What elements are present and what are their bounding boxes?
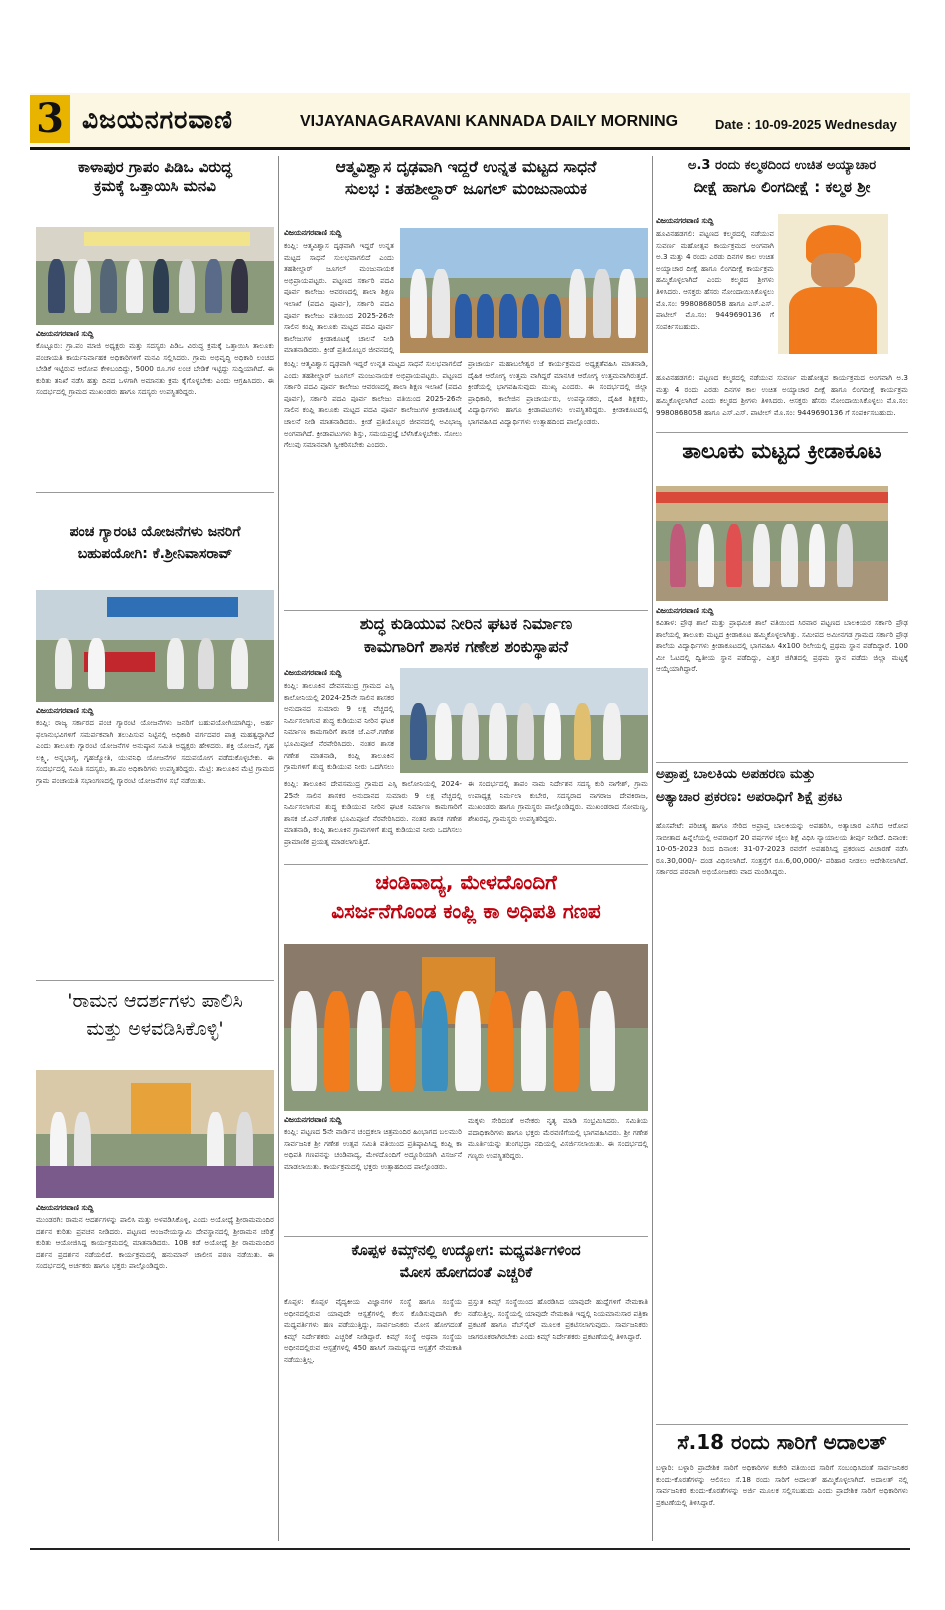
story-divider — [656, 762, 908, 763]
page-number: 3 — [30, 95, 70, 143]
story-divider — [284, 610, 648, 611]
photo-rama — [36, 1070, 274, 1198]
masthead-title-english: VIJAYANAGARAVANI KANNADA DAILY MORNING — [300, 113, 679, 130]
photo-kalapura — [36, 227, 274, 325]
story-body-taluk-sports: ಕವಿತಾಳ: ಪ್ರೌಢ ಶಾಲೆ ಮತ್ತು ಪ್ರಾಥಮಿಕ ಶಾಲೆ ವತಿಯಿಂದ ಸಿರವಾರ ಪಟ್ಟಣದ ಬಾಲಕಿಯರ ಸರ್ಕಾರಿ ಪ್ರೌಢ ಶಾಲೆಯಲ್ಲಿ ತಾಲೂಕು ಮಟ್ಟದ ಕ್ರೀಡಾಕೂಟ ಹಮ್ಮಿಕೊಳ್ಳಲಾಗಿತ್ತು. ಸಮೀಪದ ಅಮೀನಗಡ ಗ್ರಾಮದ ಸರ್ಕಾರಿ ಪ್ರೌಢ ಶಾಲೆಯ ವಿದ್ಯಾರ್ಥಿಗಳು ಕ್ರೀಡಾಕೂಟದಲ್ಲಿ ಭಾಗವಹಿಸಿ 4x100 ರಿಲೇಯಲ್ಲಿ ಪ್ರಥಮ ಸ್ಥಾನ ಪಡೆದಿದ್ದಾರೆ. 100 ಮೀ ಓಟದಲ್ಲಿ ದ್ವಿತೀಯ ಸ್ಥಾನ ಪಡೆದಿದ್ದು, ಎತ್ತರ ಜಿಗಿತದಲ್ಲಿ ಪ್ರಥಮ ಸ್ಥಾನ ಪಡೆದು ಜಿಲ್ಲಾ ಮಟ್ಟಕ್ಕೆ ಆಯ್ಕೆಯಾಗಿದ್ದಾರೆ. — [656, 618, 908, 674]
story-body-ganapa-left: ಕಂಪ್ಲಿ: ಪಟ್ಟಣದ 5ನೇ ವಾರ್ಡಿನ ಚಂದ್ರಕಲಾ ಚಿತ್ರಮಂದಿರ ಹಿಂಭಾಗದ ಬಲಮುರಿ ಸಾರ್ವಜನಿಕ ಶ್ರೀ ಗಣೇಶ ಉತ್ಸವ ಸಮಿತಿ ವತಿಯಿಂದ ಪ್ರತಿಷ್ಠಾಪಿಸಿದ್ದ ಕಂಪ್ಲಿ ಕಾ ಅಧಿಪತಿ ಗಣಪನನ್ನು ಚಂಡಿವಾದ್ಯ, ಮೇಳದೊಂದಿಗೆ ಅದ್ದೂರಿಯಾಗಿ ವಿಸರ್ಜನೆ ಮಾಡಲಾಯಿತು. ಕಾರ್ಯಕ್ರಮದಲ್ಲಿ ಭಕ್ತರು ಉತ್ಸಾಹದಿಂದ ಪಾಲ್ಗೊಂಡರು. — [284, 1127, 462, 1171]
headline-koppal: ಕೊಪ್ಪಳ ಕಿಮ್ಸ್‌ನಲ್ಲಿ ಉದ್ಯೋಗ: ಮಧ್ಯವರ್ತಿಗಳಿಂದ ಮೋಸ ಹೋಗದಂತೆ ಎಚ್ಚರಿಕೆ — [351, 1243, 581, 1282]
byline: ವಿಜಯನಗರವಾಣಿ ಸುದ್ದಿ — [656, 606, 714, 615]
photo-guarantee — [36, 590, 274, 702]
story-body-koppal-right: ಪ್ರಸ್ತುತ ಕಿಮ್ಸ್ ಸಂಸ್ಥೆಯಿಂದ ಹೊರಡಿಸಿದ ಯಾವುದೇ ಹುದ್ದೆಗಳಿಗೆ ನೇಮಕಾತಿ ನಡೆಸುತ್ತಿಲ್ಲ. ಸಂಸ್ಥೆಯಲ್ಲಿ ಯಾವುದೇ ನೇಮಕಾತಿ ಇದ್ದಲ್ಲಿ ನಿಯಮಾನುಸಾರ ಪತ್ರಿಕಾ ಪ್ರಕಟಣೆ ಹಾಗೂ ವೆಬ್‌ಸೈಟ್ ಮೂಲಕ ಪ್ರಕಟಿಸಲಾಗುವುದು. ಸಾರ್ವಜನಿಕರು ಜಾಗರೂಕರಾಗಿರಬೇಕು ಎಂದು ಕಿಮ್ಸ್ ನಿರ್ದೇಶಕರು ಪ್ರಕಟಣೆಯಲ್ಲಿ ತಿಳಿಸಿದ್ದಾರೆ. — [468, 1297, 648, 1341]
story-body-deeksha-bottom: ಹೂವಿನಹಡಗಲಿ: ಪಟ್ಟಣದ ಕಲ್ಮಠದಲ್ಲಿ ನಡೆಯುವ ಸುವರ್ಣ ಮಹೋತ್ಸವ ಕಾರ್ಯಕ್ರಮದ ಅಂಗವಾಗಿ ಅ.3 ಮತ್ತು 4 ರಂದು ಎರಡು ದಿನಗಳ ಕಾಲ ಉಚಿತ ಅಯ್ಯಾಚಾರ ದೀಕ್ಷೆ ಹಾಗೂ ಲಿಂಗದೀಕ್ಷೆ ಕಾರ್ಯಕ್ರಮ ಹಮ್ಮಿಕೊಳ್ಳಲಾಗಿದೆ ಎಂದು ಕಲ್ಮಠದ ಶ್ರೀಗಳು ತಿಳಿಸಿದರು. ಆಸಕ್ತರು ಹೆಸರು ನೋಂದಾಯಿಸಿಕೊಳ್ಳಲು ಮೊ.ಸಂ: 9980868058 ಹಾಗೂ ಎಸ್.ಎಸ್. ಪಾಟೀಲ್ ಮೊ.ಸಂ: 9449690136 ಗೆ ಸಂಪರ್ಕಿಸಬಹುದು. — [656, 373, 908, 417]
byline: ವಿಜಯನಗರವಾಣಿ ಸುದ್ದಿ — [36, 329, 94, 338]
byline: ವಿಜಯನಗರವಾಣಿ ಸುದ್ದಿ — [284, 668, 342, 677]
story-body-water-top: ಕಂಪ್ಲಿ: ತಾಲೂಕಿನ ದೇವಸಮುದ್ರ ಗ್ರಾಮದ ಎಸ್ಸಿ ಕಾಲೋನಿಯಲ್ಲಿ 2024-25ನೇ ಸಾಲಿನ ಶಾಸಕರ ಅನುದಾನದ ಸುಮಾರು 9 ಲಕ್ಷ ವೆಚ್ಚದಲ್ಲಿ ನಿರ್ಮಿಸಲಾಗುವ ಶುದ್ಧ ಕುಡಿಯುವ ನೀರಿನ ಘಟಕ ನಿರ್ಮಾಣ ಕಾಮಗಾರಿಗೆ ಶಾಸಕ ಜೆ.ಎನ್.ಗಣೇಶ ಭೂಮಿಪೂಜೆ ನೆರವೇರಿಸಿದರು. ನಂತರ ಶಾಸಕ ಗಣೇಶ ಮಾತನಾಡಿ, ಕಂಪ್ಲಿ ತಾಲೂಕಿನ ಗ್ರಾಮಗಳಿಗೆ ಶುದ್ಧ ಕುಡಿಯುವ ನೀರು ಒದಗಿಸಲು — [284, 681, 394, 772]
footer-rule — [30, 1548, 910, 1550]
headline-rama: 'ರಾಮನ ಆದರ್ಶಗಳು ಪಾಲಿಸಿ ಮತ್ತು ಅಳವಡಿಸಿಕೊಳ್ಳಿ' — [67, 990, 243, 1040]
headline-taluk-sports: ತಾಲೂಕು ಮಟ್ಟದ ಕ್ರೀಡಾಕೂಟ — [682, 439, 882, 463]
story-body-tahsildar-right: ಪ್ರಾಚಾರ್ಯ ಮಹಾಬಲೇಶ್ವರ ಜೆ ಕಾರ್ಯಕ್ರಮದ ಅಧ್ಯಕ್ಷತೆವಹಿಸಿ ಮಾತನಾಡಿ, ದೈಹಿಕ ಆರೋಗ್ಯ ಉತ್ತಮ ವಾಗಿದ್ದರೆ ಮಾನಸಿಕ ಆರೋಗ್ಯ ಉತ್ತಮವಾಗಿರುತ್ತದೆ. ಕ್ರೀಡೆಯಲ್ಲಿ ಭಾಗವಹಿಸುವುದು ಮುಖ್ಯ ಎಂದರು. ಈ ಸಂದರ್ಭದಲ್ಲಿ ಜಿಲ್ಲಾ ಪ್ರಾಧಿಕಾರಿ, ಕಾಲೇಜಿನ ಪ್ರಾಚಾರ್ಯರು, ಉಪನ್ಯಾಸಕರು, ದೈಹಿಕ ಶಿಕ್ಷಕರು, ವಿದ್ಯಾರ್ಥಿಗಳು ಹಾಗೂ ಕ್ರೀಡಾಪಟುಗಳು ಉಪಸ್ಥಿತರಿದ್ದರು. ಕ್ರೀಡಾಕೂಟದಲ್ಲಿ ಭಾಗವಹಿಸಿದ ವಿದ್ಯಾರ್ಥಿಗಳು ಉತ್ಸಾಹದಿಂದ ಪಾಲ್ಗೊಂಡರು. — [468, 359, 648, 426]
story-body-pocso: ಹೊಸಪೇಟೆ: ಪರಿಚಿತ್ಯ ಹಾಗೂ ಸೇರಿದ ಅಪ್ರಾಪ್ತ ಬಾಲಕಿಯನ್ನು ಅಪಹರಿಸಿ, ಅತ್ಯಾಚಾರ ಎಸಗಿದ ಆರೋಪ ಸಾಬೀತಾದ ಹಿನ್ನೆಲೆಯಲ್ಲಿ ಅಪರಾಧಿಗೆ 20 ವರ್ಷಗಳ ಜೈಲು ಶಿಕ್ಷೆ ವಿಧಿಸಿ ನ್ಯಾಯಾಲಯ ತೀರ್ಪು ನೀಡಿದೆ. ದಿನಾಂಕ: 10-05-2023 ರಿಂದ ದಿನಾಂಕ: 31-07-2023 ರವರೆಗೆ ಅಪಹರಿಸಿದ್ದ ಪ್ರಕರಣದ ವಿಚಾರಣೆ ನಡೆಸಿ ರೂ.30,000/- ದಂಡ ವಿಧಿಸಲಾಗಿದೆ. ಸಂತ್ರಸ್ತೆಗೆ ರೂ.6,00,000/- ಪರಿಹಾರ ನೀಡಲು ಆದೇಶಿಸಲಾಗಿದೆ. ಸರ್ಕಾರದ ಪರವಾಗಿ ಅಭಿಯೋಜಕರು ವಾದ ಮಂಡಿಸಿದ್ದರು. — [656, 821, 908, 877]
headline-ganapa: ಚಂಡಿವಾದ್ಯ, ಮೇಳದೊಂದಿಗೆ ವಿಸರ್ಜನೆಗೊಂಡ ಕಂಪ್ಲಿ ಕಾ ಅಧಿಪತಿ ಗಣಪ — [331, 870, 601, 923]
story-body-water-right: ಈ ಸಂದರ್ಭದಲ್ಲಿ ತಾಪಂ ನಾಮ ನಿರ್ದೇಶನ ಸದಸ್ಯ ಕುರಿ ನಾಗೇಶ್, ಗ್ರಾಮ ಉಪಾಧ್ಯಕ್ಷ ನಿರ್ಮಲಾ ಕುಬೇರ, ಸದಸ್ಯರಾದ ನಾಗರಾಜ ದೇವಕಿರಾಜ, ಮುಖಂಡರು ಹಾಗೂ ಗ್ರಾಮಸ್ಥರು ಪಾಲ್ಗೊಂಡಿದ್ದರು. ಮುಖಂಡರಾದ ಸೋಮಣ್ಣ, ಶೇಖರಪ್ಪ, ಗ್ರಾಮಸ್ಥರು ಉಪಸ್ಥಿತರಿದ್ದರು. — [468, 779, 648, 823]
photo-swamiji — [778, 214, 888, 354]
photo-tahsildar — [400, 228, 648, 353]
story-divider — [656, 1424, 908, 1425]
byline: ವಿಜಯನಗರವಾಣಿ ಸುದ್ದಿ — [284, 1115, 342, 1124]
story-body-koppal-left: ಕೊಪ್ಪಳ: ಕೊಪ್ಪಳ ವೈದ್ಯಕೀಯ ವಿಜ್ಞಾನಗಳ ಸಂಸ್ಥೆ ಹಾಗೂ ಸಂಸ್ಥೆಯ ಅಧೀನದಲ್ಲಿರುವ ಯಾವುದೇ ಆಸ್ಪತ್ರೆಗಳಲ್ಲಿ ಕೆಲಸ ಕೊಡಿಸುವುದಾಗಿ ಕೆಲ ಮಧ್ಯವರ್ತಿಗಳು ಹಣ ಪಡೆಯುತ್ತಿದ್ದು, ಸಾರ್ವಜನಿಕರು ಮೋಸ ಹೋಗದಂತೆ ಕಿಮ್ಸ್ ನಿರ್ದೇಶಕರು ಎಚ್ಚರಿಕೆ ನೀಡಿದ್ದಾರೆ. ಕಿಮ್ಸ್ ಸಂಸ್ಥೆ ಅಥವಾ ಸಂಸ್ಥೆಯ ಅಧೀನದಲ್ಲಿರುವ ಆಸ್ಪತ್ರೆಗಳಲ್ಲಿ 450 ಹಾಸಿಗೆ ಸಾಮರ್ಥ್ಯದ ಆಸ್ಪತ್ರೆಗೆ ನೇಮಕಾತಿ ನಡೆಯುತ್ತಿಲ್ಲ. — [284, 1297, 462, 1364]
story-body-kalapura: ಕೊಟ್ಟೂರು: ಗ್ರಾ.ಪಂ ಮಾಜಿ ಅಧ್ಯಕ್ಷರು ಮತ್ತು ಸದಸ್ಯರು ಪಿಡಿಒ ವಿರುದ್ಧ ಕ್ರಮಕ್ಕೆ ಒತ್ತಾಯಿಸಿ ತಾಲೂಕು ಪಂಚಾಯತಿ ಕಾರ್ಯನಿರ್ವಾಹಕ ಅಧಿಕಾರಿಗಳಿಗೆ ಮನವಿ ಸಲ್ಲಿಸಿದರು. ಗ್ರಾಮ ಅಭಿವೃದ್ಧಿ ಅಧಿಕಾರಿ ಲಂಚದ ಬೇಡಿಕೆ ಇಟ್ಟಿರುವ ಆರೋಪ ಕೇಳಿಬಂದಿದ್ದು, 5000 ರೂ.ಗಳ ಲಂಚ ಬೇಡಿಕೆ ಇಟ್ಟಿದ್ದು ಸುದ್ದಿಯಾಗಿದೆ. ಈ ಕುರಿತು ತನಿಖೆ ನಡೆಸಿ ಹತ್ತು ದಿನದ ಒಳಗಾಗಿ ಅಮಾನತು ಕ್ರಮ ಕೈಗೊಳ್ಳಬೇಕು ಎಂದು ಆಗ್ರಹಿಸಿದರು. ಈ ಸಂದರ್ಭದಲ್ಲಿ ಗ್ರಾಮದ ಮುಖಂಡರು ಹಾಗೂ ಸದಸ್ಯರು ಉಪಸ್ಥಿತರಿದ್ದರು. — [36, 341, 274, 397]
story-divider — [36, 980, 274, 981]
byline: ವಿಜಯನಗರವಾಣಿ ಸುದ್ದಿ — [284, 228, 342, 237]
story-body-deeksha-top: ಹೂವಿನಹಡಗಲಿ: ಪಟ್ಟಣದ ಕಲ್ಮಠದಲ್ಲಿ ನಡೆಯುವ ಸುವರ್ಣ ಮಹೋತ್ಸವ ಕಾರ್ಯಕ್ರಮದ ಅಂಗವಾಗಿ ಅ.3 ಮತ್ತು 4 ರಂದು ಎರಡು ದಿನಗಳ ಕಾಲ ಉಚಿತ ಅಯ್ಯಾಚಾರ ದೀಕ್ಷೆ ಹಾಗೂ ಲಿಂಗದೀಕ್ಷೆ ಕಾರ್ಯಕ್ರಮ ಹಮ್ಮಿಕೊಳ್ಳಲಾಗಿದೆ ಎಂದು ಕಲ್ಮಠದ ಶ್ರೀಗಳು ತಿಳಿಸಿದರು. ಆಸಕ್ತರು ಹೆಸರು ನೋಂದಾಯಿಸಿಕೊಳ್ಳಲು ಮೊ.ಸಂ: 9980868058 ಹಾಗೂ ಎಸ್.ಎಸ್. ಪಾಟೀಲ್ ಮೊ.ಸಂ: 9449690136 ಗೆ ಸಂಪರ್ಕಿಸಬಹುದು. — [656, 229, 774, 331]
story-divider — [284, 864, 648, 865]
photo-ganapa — [284, 944, 648, 1111]
column-divider — [278, 156, 279, 1541]
story-body-tahsildar-left: ಕಂಪ್ಲಿ: ಆತ್ಮವಿಶ್ವಾಸ ದೃಢವಾಗಿ ಇದ್ದರೆ ಉನ್ನತ ಮಟ್ಟದ ಸಾಧನೆ ಸುಲಭವಾಗಲಿದೆ ಎಂದು ತಹಶೀಲ್ದಾರ್ ಜೂಗಲ್ ಮಂಜುನಾಯಕ ಅಭಿಪ್ರಾಯಪಟ್ಟರು. ಪಟ್ಟಣದ ಸರ್ಕಾರಿ ಪದವಿ ಪೂರ್ವ ಕಾಲೇಜು ಆವರಣದಲ್ಲಿ ಶಾಲಾ ಶಿಕ್ಷಣ ಇಲಾಖೆ (ಪದವಿ ಪೂರ್ವ), ಸರ್ಕಾರಿ ಪದವಿ ಪೂರ್ವ ಕಾಲೇಜು ವತಿಯಿಂದ 2025-26ನೇ ಸಾಲಿನ ಕಂಪ್ಲಿ ತಾಲೂಕು ಮಟ್ಟದ ಪದವಿ ಪೂರ್ವ ಕಾಲೇಜುಗಳ ಕ್ರೀಡಾಕೂಟಕ್ಕೆ ಚಾಲನೆ ನೀಡಿ ಮಾತನಾಡಿದರು. ಕ್ರೀಡೆ ಪ್ರತಿಯೊಬ್ಬರ ಜೀವನದಲ್ಲಿ ಅವಿಭಾಜ್ಯ ಅಂಗವಾಗಿದೆ. ಕ್ರೀಡಾಪಟುಗಳು ಶಿಸ್ತು, ಸಮಯಪ್ರಜ್ಞೆ ಬೆಳೆಸಿಕೊಳ್ಳಬೇಕು. ಸೋಲು ಗೆಲುವು ಸಮಾನವಾಗಿ ಸ್ವೀಕರಿಸಬೇಕು ಎಂದರು. — [284, 359, 462, 450]
story-body-rama: ಮುಂಡರಗಿ: ರಾಮನ ಆದರ್ಶಗಳನ್ನು ಪಾಲಿಸಿ ಮತ್ತು ಅಳವಡಿಸಿಕೊಳ್ಳಿ, ಎಂದು ಅಯೋಧ್ಯೆ ಶ್ರೀರಾಮಮಂದಿರ ದರ್ಶನ ಕುರಿತು ಪ್ರವಚನ ನೀಡಿದರು. ಪಟ್ಟಣದ ಆಂಜನೇಯಸ್ವಾಮಿ ದೇವಸ್ಥಾನದಲ್ಲಿ ಶ್ರೀರಾಮನ ಚರಿತ್ರೆ ಕುರಿತು ಆಯೋಜಿಸಿದ್ದ ಕಾರ್ಯಕ್ರಮದಲ್ಲಿ ಮಾತನಾಡಿದರು. 108 ಕಡೆ ಅಯೋಧ್ಯೆ ಶ್ರೀ ರಾಮಮಂದಿರ ದರ್ಶನ ಪ್ರದರ್ಶನ ನಡೆಯಲಿದೆ. ಕಾರ್ಯಕ್ರಮದಲ್ಲಿ ಹನುಮಾನ್ ಚಾಲೀಸ ಪಠಣ ನಡೆಯಿತು. ಈ ಸಂದರ್ಭದಲ್ಲಿ ಅರ್ಚಕರು ಹಾಗೂ ಭಕ್ತರು ಪಾಲ್ಗೊಂಡಿದ್ದರು. — [36, 1215, 274, 1271]
story-body-adalat: ಬಳ್ಳಾರಿ: ಬಳ್ಳಾರಿ ಪ್ರಾದೇಶಿಕ ಸಾರಿಗೆ ಅಧಿಕಾರಿಗಳ ಕಚೇರಿ ವತಿಯಿಂದ ಸಾರಿಗೆ ಸಂಬಂಧಿಸಿದಂತೆ ಸಾರ್ವಜನಿಕರ ಕುಂದು-ಕೊರತೆಗಳನ್ನು ಆಲಿಸಲು ಸೆ.18 ರಂದು ಸಾರಿಗೆ ಅದಾಲತ್ ಹಮ್ಮಿಕೊಳ್ಳಲಾಗಿದೆ. ಅದಾಲತ್ ನಲ್ಲಿ ಸಾರ್ವಜನಿಕರ ಕುಂದು-ಕೊರತೆಗಳನ್ನು ಅರ್ಜಿ ಮೂಲಕ ಸಲ್ಲಿಸಬಹುದು ಎಂದು ಪ್ರಾದೇಶಿಕ ಸಾರಿಗೆ ಅಧಿಕಾರಿಗಳು ಪ್ರಕಟಣೆಯಲ್ಲಿ ತಿಳಿಸಿದ್ದಾರೆ. — [656, 1463, 908, 1507]
photo-taluk-sports — [656, 486, 888, 601]
story-divider — [36, 492, 274, 493]
headline-adalat: ಸೆ.18 ರಂದು ಸಾರಿಗೆ ಅದಾಲತ್ — [677, 1430, 887, 1454]
headline-guarantee: ಪಂಚ ಗ್ಯಾರಂಟಿ ಯೋಜನೆಗಳು ಜನರಿಗೆ ಬಹುಪಯೋಗಿ: ಕೆ.ಶ್ರೀನಿವಾಸರಾವ್ — [69, 524, 241, 562]
headline-water: ಶುದ್ಧ ಕುಡಿಯುವ ನೀರಿನ ಘಟಕ ನಿರ್ಮಾಣ ಕಾಮಗಾರಿಗೆ ಶಾಸಕ ಗಣೇಶ ಶಂಕುಸ್ಥಾಪನೆ — [359, 614, 573, 656]
headline-tahsildar: ಆತ್ಮವಿಶ್ವಾಸ ದೃಢವಾಗಿ ಇದ್ದರೆ ಉನ್ನತ ಮಟ್ಟದ ಸಾಧನೆ ಸುಲಭ : ತಹಶೀಲ್ದಾರ್ ಜೂಗಲ್ ಮಂಜುನಾಯಕ — [335, 158, 597, 199]
headline-pocso: ಅಪ್ರಾಪ್ತ ಬಾಲಕಿಯ ಅಪಹರಣ ಮತ್ತು ಅತ್ಯಾಚಾರ ಪ್ರಕರಣ: ಅಪರಾಧಿಗೆ ಶಿಕ್ಷೆ ಪ್ರಕಟ — [656, 766, 843, 805]
byline: ವಿಜಯನಗರವಾಣಿ ಸುದ್ದಿ — [36, 1203, 94, 1212]
column-divider — [652, 156, 653, 1541]
story-body-tahsildar-top: ಕಂಪ್ಲಿ: ಆತ್ಮವಿಶ್ವಾಸ ದೃಢವಾಗಿ ಇದ್ದರೆ ಉನ್ನತ ಮಟ್ಟದ ಸಾಧನೆ ಸುಲಭವಾಗಲಿದೆ ಎಂದು ತಹಶೀಲ್ದಾರ್ ಜೂಗಲ್ ಮಂಜುನಾಯಕ ಅಭಿಪ್ರಾಯಪಟ್ಟರು. ಪಟ್ಟಣದ ಸರ್ಕಾರಿ ಪದವಿ ಪೂರ್ವ ಕಾಲೇಜು ಆವರಣದಲ್ಲಿ ಶಾಲಾ ಶಿಕ್ಷಣ ಇಲಾಖೆ (ಪದವಿ ಪೂರ್ವ), ಸರ್ಕಾರಿ ಪದವಿ ಪೂರ್ವ ಕಾಲೇಜು ವತಿಯಿಂದ 2025-26ನೇ ಸಾಲಿನ ಕಂಪ್ಲಿ ತಾಲೂಕು ಮಟ್ಟದ ಪದವಿ ಪೂರ್ವ ಕಾಲೇಜುಗಳ ಕ್ರೀಡಾಕೂಟಕ್ಕೆ ಚಾಲನೆ ನೀಡಿ ಮಾತನಾಡಿದರು. ಕ್ರೀಡೆ ಪ್ರತಿಯೊಬ್ಬರ ಜೀವನದಲ್ಲಿ — [284, 241, 394, 355]
story-divider — [284, 1236, 648, 1237]
headline-deeksha: ಅ.3 ರಂದು ಕಲ್ಮಠದಿಂದ ಉಚಿತ ಅಯ್ಯಾಚಾರ ದೀಕ್ಷೆ ಹಾಗೂ ಲಿಂಗದೀಕ್ಷೆ : ಕಲ್ಮಠ ಶ್ರೀ — [687, 158, 877, 197]
byline: ವಿಜಯನಗರವಾಣಿ ಸುದ್ದಿ — [36, 706, 94, 715]
story-body-guarantee: ಕಂಪ್ಲಿ: ರಾಜ್ಯ ಸರ್ಕಾರದ ಪಂಚ ಗ್ಯಾರಂಟಿ ಯೋಜನೆಗಳು ಜನರಿಗೆ ಬಹುಪಯೋಗಿಯಾಗಿದ್ದು, ಅರ್ಹ ಫಲಾನುಭವಿಗಳಿಗೆ ಸಮರ್ಪಕವಾಗಿ ತಲುಪಿಸುವ ನಿಟ್ಟಿನಲ್ಲಿ ಅಧಿಕಾರಿ ವರ್ಗದವರ ಪಾತ್ರ ಮಹತ್ವದ್ದಾಗಿದೆ ಎಂದು ತಾಲೂಕು ಗ್ಯಾರಂಟಿ ಯೋಜನೆಗಳ ಅನುಷ್ಠಾನ ಸಮಿತಿ ಅಧ್ಯಕ್ಷರು ಹೇಳಿದರು. ಶಕ್ತಿ ಯೋಜನೆ, ಗೃಹ ಲಕ್ಷ್ಮಿ, ಅನ್ನಭಾಗ್ಯ, ಗೃಹಜ್ಯೋತಿ, ಯುವನಿಧಿ ಯೋಜನೆಗಳ ಸದುಪಯೋಗ ಪಡೆದುಕೊಳ್ಳಬೇಕು. ಈ ಸಂದರ್ಭದಲ್ಲಿ ಸಮಿತಿ ಸದಸ್ಯರು, ತಾ.ಪಂ ಅಧಿಕಾರಿಗಳು ಉಪಸ್ಥಿತರಿದ್ದರು. ಮೆಟ್ರಿ: ತಾಲೂಕಿನ ಮೆಟ್ರಿ ಗ್ರಾಮದ ಗ್ರಾಮ ಪಂಚಾಯತಿ ಸಭಾಂಗಣದಲ್ಲಿ ಗ್ಯಾರಂಟಿ ಯೋಜನೆಗಳ ಸಭೆ ನಡೆಯಿತು. — [36, 718, 274, 785]
masthead-date: Date : 10-09-2025 Wednesday — [715, 117, 897, 132]
story-divider — [656, 432, 908, 433]
story-body-water-left: ಕಂಪ್ಲಿ: ತಾಲೂಕಿನ ದೇವಸಮುದ್ರ ಗ್ರಾಮದ ಎಸ್ಸಿ ಕಾಲೋನಿಯಲ್ಲಿ 2024-25ನೇ ಸಾಲಿನ ಶಾಸಕರ ಅನುದಾನದ ಸುಮಾರು 9 ಲಕ್ಷ ವೆಚ್ಚದಲ್ಲಿ ನಿರ್ಮಿಸಲಾಗುವ ಶುದ್ಧ ಕುಡಿಯುವ ನೀರಿನ ಘಟಕ ನಿರ್ಮಾಣ ಕಾಮಗಾರಿಗೆ ಶಾಸಕ ಜೆ.ಎನ್.ಗಣೇಶ ಭೂಮಿಪೂಜೆ ನೆರವೇರಿಸಿದರು. ನಂತರ ಶಾಸಕ ಗಣೇಶ ಮಾತನಾಡಿ, ಕಂಪ್ಲಿ ತಾಲೂಕಿನ ಗ್ರಾಮಗಳಿಗೆ ಶುದ್ಧ ಕುಡಿಯುವ ನೀರು ಒದಗಿಸಲು ಪ್ರಾಮಾಣಿಕ ಪ್ರಯತ್ನ ಮಾಡಲಾಗುತ್ತಿದೆ. — [284, 779, 462, 846]
story-body-ganapa-right: ಮಕ್ಕಳು ಸೇರಿದಂತೆ ಅನೇಕರು ನೃತ್ಯ ಮಾಡಿ ಸಂಭ್ರಮಿಸಿದರು. ಸಮಿತಿಯ ಪದಾಧಿಕಾರಿಗಳು ಹಾಗೂ ಭಕ್ತರು ಮೆರವಣಿಗೆಯಲ್ಲಿ ಭಾಗವಹಿಸಿದರು. ಶ್ರೀ ಗಣೇಶ ಮೂರ್ತಿಯನ್ನು ತುಂಗಭದ್ರಾ ನದಿಯಲ್ಲಿ ವಿಸರ್ಜಿಸಲಾಯಿತು. ಈ ಸಂದರ್ಭದಲ್ಲಿ ಗಣ್ಯರು ಉಪಸ್ಥಿತರಿದ್ದರು. — [468, 1116, 648, 1160]
headline-kalapura: ಕಾಳಾಪುರ ಗ್ರಾಪಂ ಪಿಡಿಒ ವಿರುದ್ಧ ಕ್ರಮಕ್ಕೆ ಒತ್ತಾಯಿಸಿ ಮನವಿ — [77, 158, 233, 195]
byline: ವಿಜಯನಗರವಾಣಿ ಸುದ್ದಿ — [656, 216, 714, 225]
masthead-title-kannada: ವಿಜಯನಗರವಾಣಿ — [82, 105, 233, 134]
photo-water — [400, 668, 648, 773]
